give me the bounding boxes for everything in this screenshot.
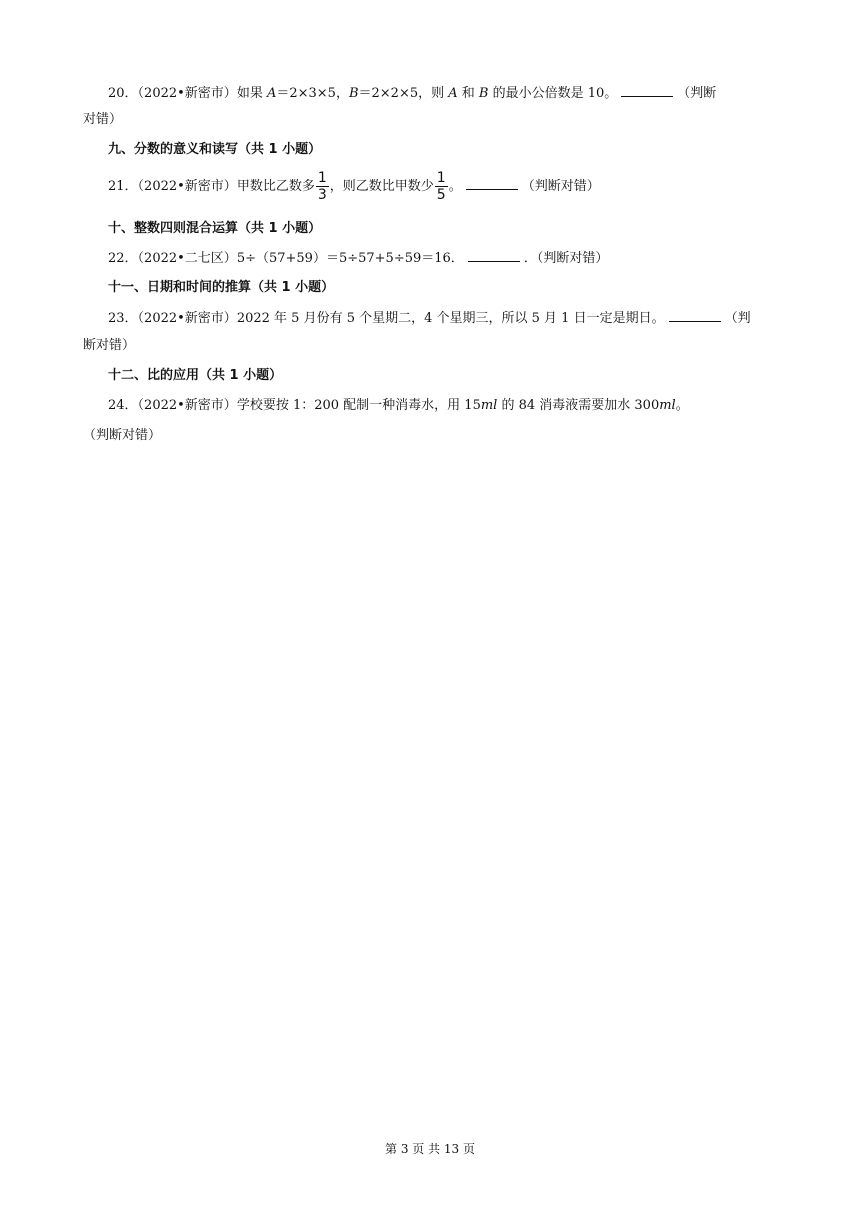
question-20 (108, 84, 716, 103)
answer-blank[interactable] (466, 177, 518, 190)
question-number: 20． (108, 86, 138, 101)
judge-instruction: （判断对错） (536, 251, 609, 266)
question-text: 的 84 消毒液需要加水 300 (497, 398, 660, 413)
variable-b: B (348, 86, 359, 101)
question-source: （2022•新密市） (137, 86, 237, 101)
question-text: 甲数比乙数多 (236, 179, 315, 194)
variable-a: A (266, 86, 277, 101)
fraction-one-third (316, 171, 329, 202)
judge-instruction: （判 (724, 311, 751, 326)
variable-a: A (448, 86, 458, 101)
judge-instruction: （判断对错） (521, 179, 600, 194)
question-number: 23． (108, 311, 138, 326)
question-number: 21． (108, 179, 138, 194)
section-heading: 十、整数四则混合运算（共 1 小题） (108, 221, 322, 236)
question-text: 和 (457, 86, 479, 101)
question-23 (108, 309, 751, 328)
judge-instruction: （判断对错） (83, 428, 162, 443)
section-heading: 九、分数的意义和读写（共 1 小题） (108, 142, 322, 157)
judge-instruction: 对错） (83, 112, 123, 127)
fraction-denominator: 3 (317, 187, 327, 203)
question-20-continued (83, 111, 122, 129)
answer-blank[interactable] (669, 309, 721, 322)
question-text: 。 (675, 398, 689, 413)
question-text: 的最小公倍数是 10。 (488, 86, 618, 101)
question-text: ，则乙数比甲数少 (329, 179, 434, 194)
section-heading: 十一、日期和时间的推算（共 1 小题） (108, 280, 335, 295)
question-text: 学校要按 1：200 配制一种消毒水，用 15 (236, 398, 481, 413)
question-source: （2022•新密市） (137, 179, 237, 194)
question-source: （2022•新密市） (137, 311, 237, 326)
unit-ml: ml (480, 398, 498, 413)
page-footer: 第 3 页 共 13 页 (385, 1142, 475, 1156)
question-text: 2022 年 5 月份有 5 个星期二，4 个星期三，所以 5 月 1 日一定是期日。 (236, 311, 665, 326)
question-21 (108, 170, 600, 204)
variable-b: B (478, 86, 489, 101)
question-text: 如果 (236, 86, 267, 101)
question-source: （2022•新密市） (137, 398, 237, 413)
section-heading: 十二、比的应用（共 1 小题） (108, 368, 283, 383)
fraction-numerator: 1 (317, 170, 327, 186)
question-22 (108, 249, 608, 268)
question-text: ． (523, 251, 537, 266)
question-text: ＝2×3×5， (276, 86, 349, 101)
question-23-continued (83, 337, 135, 355)
question-number: 24． (108, 398, 138, 413)
question-number: 22． (108, 251, 138, 266)
fraction-denominator: 5 (436, 187, 446, 203)
answer-blank[interactable] (468, 249, 520, 262)
question-text: 5÷（57+59）＝5÷57+5÷59＝16． (236, 251, 464, 266)
unit-ml: ml (659, 398, 676, 413)
judge-instruction: （判断 (677, 86, 717, 101)
fraction-numerator: 1 (436, 170, 446, 186)
answer-blank[interactable] (621, 84, 673, 97)
question-24-continued (83, 427, 161, 445)
question-text: 。 (448, 179, 462, 194)
question-text: ＝2×2×5，则 (358, 86, 449, 101)
question-24 (108, 397, 689, 415)
judge-instruction: 断对错） (83, 338, 136, 353)
question-source: （2022•二七区） (137, 251, 237, 266)
fraction-one-fifth (435, 171, 448, 202)
